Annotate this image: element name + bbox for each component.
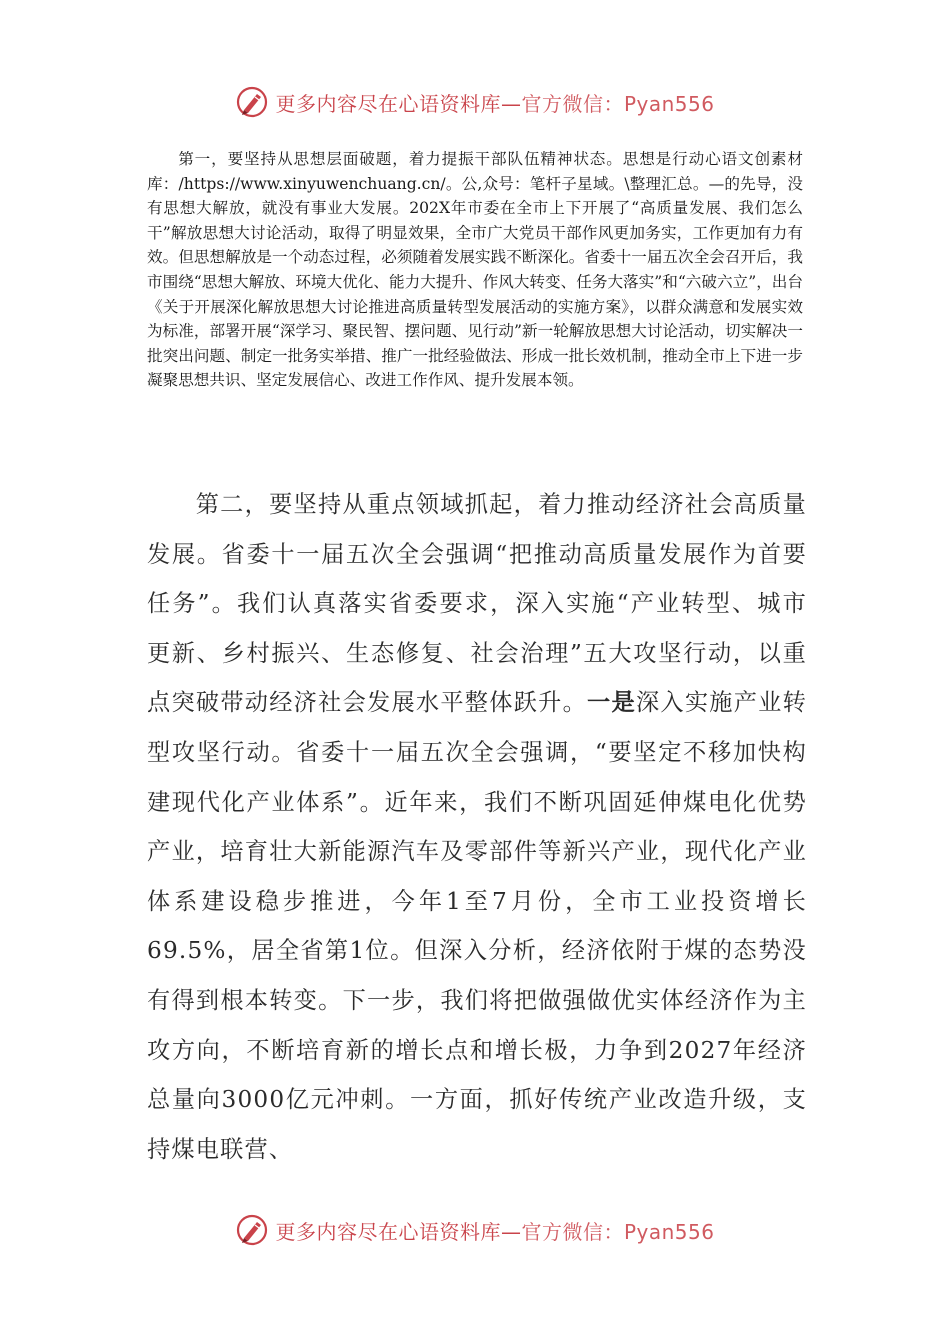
footer-banner	[0, 1210, 950, 1250]
banner-separator: —	[500, 91, 522, 116]
banner-main-text: 更多内容尽在心语资料库	[275, 91, 501, 116]
banner-text	[275, 1216, 714, 1245]
pen-logo-icon	[235, 1213, 269, 1247]
banner-wechat: 官方微信：Pyan556	[521, 1219, 715, 1244]
paragraph-2-intro: 第二，要坚持从重点领域抓起，着力推动经济社会高质量发展。省委十一届五次全会强调“把推动高质量发展作为首要任务”。我们认真落实省委要求，深入实施“产业转型、城市更新、乡村振兴、生态修复、社会治理”五大攻坚行动，以重点突破带动经济社会发展水平整体跃升。	[147, 491, 807, 717]
banner-main-text: 更多内容尽在心语资料库	[275, 1219, 501, 1244]
banner-wechat: 官方微信：Pyan556	[521, 91, 715, 116]
banner-text	[275, 88, 714, 117]
banner-separator: —	[500, 1219, 522, 1244]
paragraph-2-body: 深入实施产业转型攻坚行动。省委十一届五次全会强调，“要坚定不移加快构建现代化产业体系”。近年来，我们不断巩固延伸煤电化优势产业，培育壮大新能源汽车及零部件等新兴产业，现代化产业体系建设稳步推进，今年1至7月份，全市工业投资增长69.5%，居全省第1位。但深入分析，经济依附于煤的态势没有得到根本转变。下一步，我们将把做强做优实体经济作为主攻方向，不断培育新的增长点和增长极，力争到2027年经济总量向3000亿元冲刺。一方面，抓好传统产业改造升级，支持煤电联营、	[147, 689, 807, 1163]
pen-logo-icon	[235, 85, 269, 119]
paragraph-2-bold-lead: 一是	[587, 689, 636, 717]
paragraph-1: 第一，要坚持从思想层面破题，着力提振干部队伍精神状态。思想是行动心语文创素材库：/https://www.xinyuwenchuang.cn/。公,众号：笔杆子星域。\整理汇总。—的先导，没有思想大解放，就没有事业大发展。202X年市委在全市上下开展了“高质量发展、我们怎么干”解放思想大讨论活动，取得了明显效果，全市广大党员干部作风更加务实，工作更加有力有效。但思想解放是一个动态过程，必须随着发展实践不断深化。省委十一届五次全会召开后，我市围绕“思想大解放、环境大优化、能力大提升、作风大转变、任务大落实”和“六破六立”，出台《关于开展深化解放思想大讨论推进高质量转型发展活动的实施方案》，以群众满意和发展实效为标准，部署开展“深学习、聚民智、摆问题、见行动”新一轮解放思想大讨论活动，切实解决一批突出问题、制定一批务实举措、推广一批经验做法、形成一批长效机制，推动全市上下进一步凝聚思想共识、坚定发展信心、改进工作作风、提升发展本领。	[147, 150, 803, 390]
header-banner	[0, 82, 950, 122]
paragraph-2	[147, 480, 807, 1174]
